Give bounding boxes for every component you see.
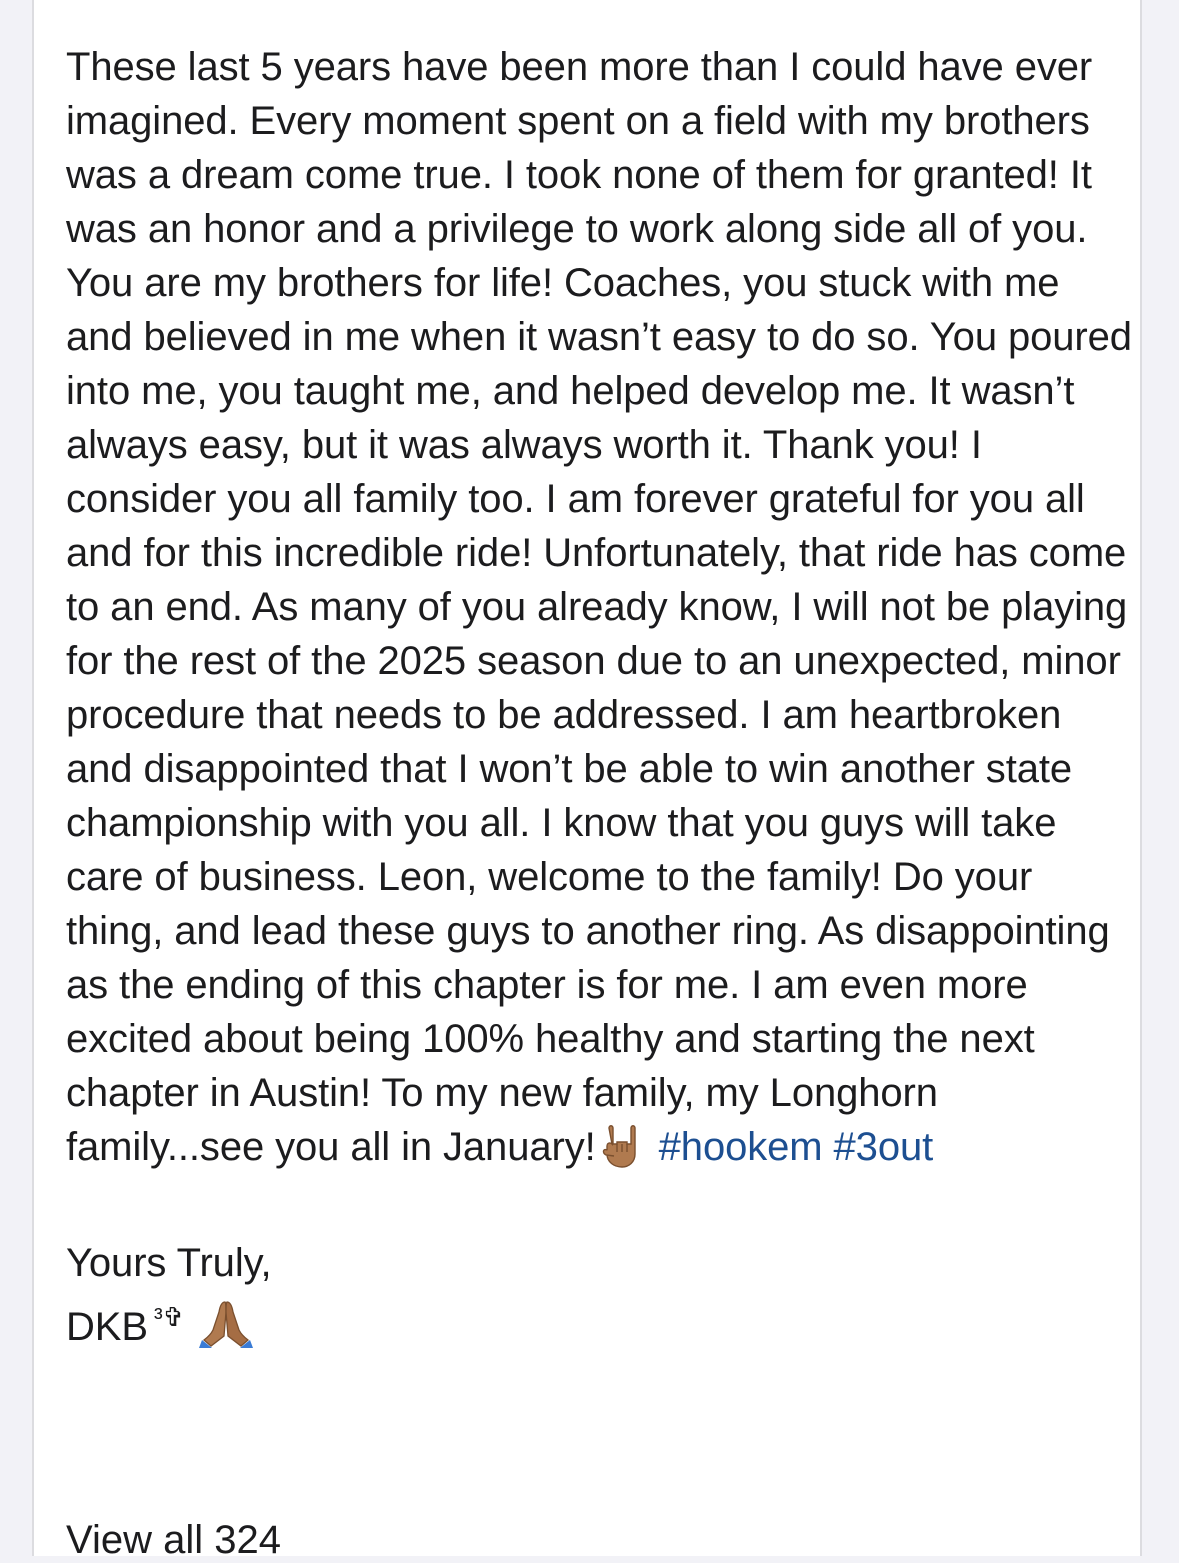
signature-line (66, 1290, 1136, 1362)
hashtag-hookem[interactable]: #hookem (658, 1125, 823, 1169)
signature-name: DKB (66, 1305, 148, 1349)
post-body-text: These last 5 years have been more than I could have ever imagined. Every moment spent on a field with my brothers was a dream come true. I took none of them for granted! It was an honor and a privilege to work along side all of you. You are my brothers for life! Coaches, you stuck with me and believed in me when it wasn’t easy to do so. You poured into me, you taught me, and helped develop me. It wasn’t always easy, but it was always worth it. Thank you! I consider you all family too. I am forever grateful for you all and for this incredible ride! Unfortunately, that ride has come to an end. As many of you already know, I will not be playing for the rest of the 2025 season due to an unexpected, minor procedure that needs to be addressed. I am heartbroken and disappointed that I won’t be able to win another state championship with you all. I know that you guys will take care of business. Leon, welcome to the family! Do your thing, and lead these guys to another ring. As disappointing as the ending of this chapter is for me. I am even more excited about being 100% healthy and starting the next chapter in Austin! To my new family, my Longhorn family...see you all in January! (66, 45, 1132, 1169)
praying-hands-icon (199, 1300, 253, 1362)
signoff (66, 1236, 1136, 1362)
post-body (66, 40, 1136, 1362)
hashtag-3out[interactable]: #3out (833, 1125, 934, 1169)
closing-line: Yours Truly, (66, 1241, 272, 1285)
post-text (66, 40, 1136, 1182)
view-all-comments[interactable]: View all 324 (66, 1518, 281, 1562)
signature-mark: ³✞ (153, 1302, 185, 1332)
rock-on-hand-icon (600, 1122, 644, 1182)
